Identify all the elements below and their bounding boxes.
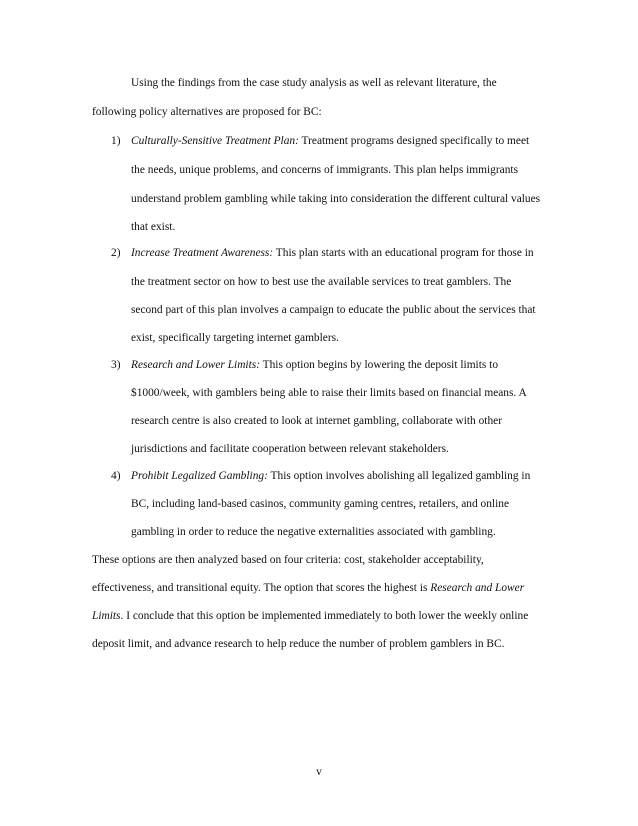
item-4-line-3: gambling in order to reduce the negative externalities associated with gambling. <box>131 526 496 538</box>
conclusion-option-name-part-2: Limits <box>92 610 121 622</box>
item-4-title: Prohibit Legalized Gambling: <box>131 470 268 482</box>
item-4-first-line-rest: This option involves abolishing all legalized gambling in <box>267 470 531 482</box>
conclusion-line-4: deposit limit, and advance research to help reduce the number of problem gamblers in BC. <box>92 638 505 650</box>
conclusion-option-name-part-1: Research and Lower <box>430 582 525 594</box>
item-3-line-1 <box>131 358 498 372</box>
item-3-line-4: jurisdictions and facilitate cooperation between relevant stakeholders. <box>131 443 449 455</box>
item-3-line-3: research centre is also created to look at internet gambling, collaborate with other <box>131 415 502 427</box>
item-3-first-line-rest: This option begins by lowering the deposit limits to <box>259 359 499 371</box>
conclusion-line-2 <box>92 581 524 595</box>
intro-line-1: Using the findings from the case study analysis as well as relevant literature, the <box>131 77 497 89</box>
item-1-first-line-rest: Treatment programs designed specifically to meet <box>298 135 530 147</box>
conclusion-line-2-text: effectiveness, and transitional equity. The option that scores the highest is <box>92 582 431 594</box>
item-1-line-2: the needs, unique problems, and concerns of immigrants. This plan helps immigrants <box>131 164 518 176</box>
item-1-line-1 <box>131 134 529 148</box>
intro-line-2: following policy alternatives are proposed for BC: <box>92 106 322 118</box>
item-1-number: 1) <box>111 135 121 147</box>
item-1-title: Culturally-Sensitive Treatment Plan: <box>131 135 299 147</box>
item-2-title: Increase Treatment Awareness: <box>131 247 274 259</box>
item-3-number: 3) <box>111 359 121 371</box>
item-1-line-4: that exist. <box>131 221 176 233</box>
item-3-line-2: $1000/week, with gamblers being able to raise their limits based on financial means. A <box>131 387 527 399</box>
item-4-line-1 <box>131 469 530 483</box>
item-4-line-2: BC, including land-based casinos, community gaming centres, retailers, and online <box>131 498 510 510</box>
item-2-line-2: the treatment sector on how to best use the available services to treat gamblers. The <box>131 276 512 288</box>
page-number: v <box>316 766 322 778</box>
item-2-number: 2) <box>111 247 121 259</box>
item-1-line-3: understand problem gambling while taking into consideration the different cultural values <box>131 193 541 205</box>
conclusion-line-3 <box>92 609 528 623</box>
item-2-line-1 <box>131 246 534 260</box>
conclusion-line-3-text: . I conclude that this option be implemented immediately to both lower the weekly online <box>120 610 529 622</box>
item-2-first-line-rest: This plan starts with an educational program for those in <box>273 247 534 259</box>
item-2-line-3: second part of this plan involves a campaign to educate the public about the services that <box>131 304 536 316</box>
item-3-title: Research and Lower Limits: <box>131 359 260 371</box>
item-2-line-4: exist, specifically targeting internet gamblers. <box>131 332 339 344</box>
item-4-number: 4) <box>111 470 121 482</box>
conclusion-line-1: These options are then analyzed based on four criteria: cost, stakeholder acceptability, <box>92 554 484 566</box>
